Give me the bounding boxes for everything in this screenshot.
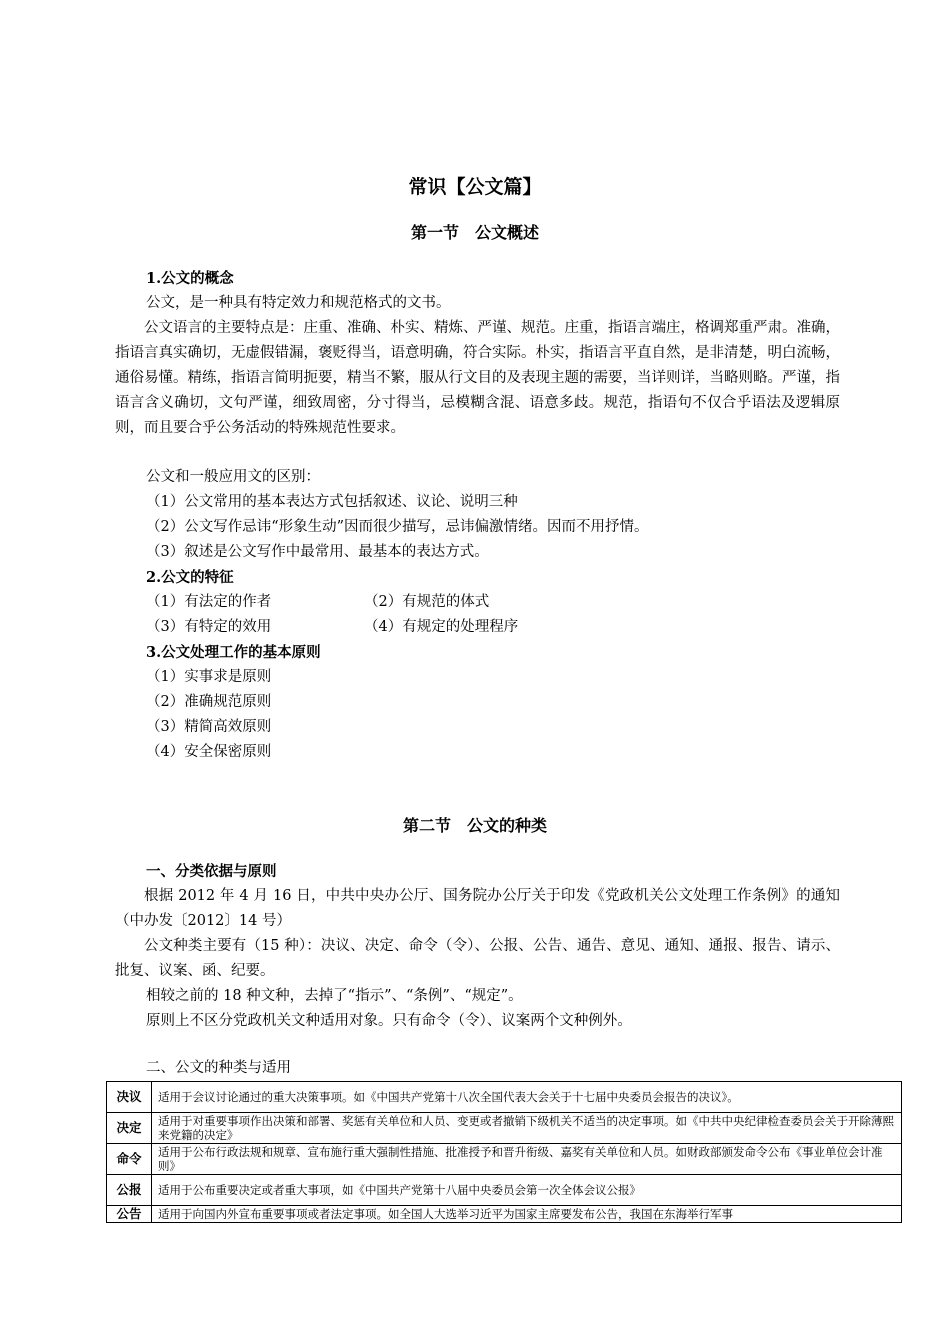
table-row (107, 1144, 902, 1175)
classification-heading: 一、分类依据与原则 (146, 863, 277, 880)
kinds-list-paragraph: 公文种类主要有（15 种）：决议、决定、命令（令）、公报、公告、通告、意见、通知、通报、报告、请示、批复、议案、函、纪要。 (115, 938, 840, 979)
trait-item: （3）有特定的效用 (146, 619, 272, 635)
principle-item: （1）实事求是原则 (146, 669, 272, 685)
document-title: 常识【公文篇】 (408, 176, 542, 198)
kind-name-cell: 决定 (107, 1113, 152, 1144)
table-row (107, 1175, 902, 1206)
table-row (107, 1206, 902, 1223)
difference-item: （1）公文常用的基本表达方式包括叙述、议论、说明三种 (146, 494, 518, 510)
section2-title: 第二节 公文的种类 (402, 816, 547, 835)
traits-heading: 2.公文的特征 (146, 569, 234, 586)
kind-desc-cell: 适用于公布重要决定或者重大事项，如《中国共产党第十八届中央委员会第一次全体会议公报》 (152, 1175, 902, 1206)
trait-item: （1）有法定的作者 (146, 594, 272, 610)
exceptions-note: 原则上不区分党政机关文种适用对象。只有命令（令）、议案两个文种例外。 (146, 1013, 632, 1029)
kind-name-cell: 公报 (107, 1175, 152, 1206)
difference-item: （2）公文写作忌讳“形象生动”因而很少描写，忌讳偏激情绪。因而不用抒情。 (146, 519, 649, 535)
kind-desc-cell: 适用于对重要事项作出决策和部署、奖惩有关单位和人员、变更或者撤销下级机关不适当的决定事项。如《中共中央纪律检查委员会关于开除薄熙来党籍的决定》 (152, 1113, 902, 1144)
concept-definition: 公文，是一种具有特定效力和规范格式的文书。 (146, 295, 451, 311)
principles-heading: 3.公文处理工作的基本原则 (146, 644, 321, 661)
removed-kinds-note: 相较之前的 18 种文种，去掉了“指示”、“条例”、“规定”。 (146, 988, 523, 1004)
language-features-paragraph: 公文语言的主要特点是：庄重、准确、朴实、精炼、严谨、规范。庄重，指语言端庄，格调郑重严肃。准确，指语言真实确切，无虚假错漏，褒贬得当，语意明确，符合实际。朴实，指语言平直自然，是非清楚，明白流畅，通俗易懂。精练，指语言简明扼要，精当不繁，服从行文目的及表现主题的需要，当详则详，当略则略。严谨，指语言含义确切，文句严谨，细致周密，分寸得当，忌模糊含混、语意多歧。规范，指语句不仅合乎语法及逻辑原则，而且要合乎公务活动的特殊规范性要求。 (115, 320, 840, 436)
kind-name-cell: 公告 (107, 1206, 152, 1223)
kind-name-cell: 决议 (107, 1082, 152, 1113)
section1-title: 第一节 公文概述 (410, 223, 539, 242)
principle-item: （2）准确规范原则 (146, 694, 272, 710)
difference-intro: 公文和一般应用文的区别： (146, 469, 320, 485)
document-kinds-table (106, 1081, 902, 1223)
concept-heading: 1.公文的概念 (146, 270, 234, 287)
table-row (107, 1082, 902, 1113)
kind-desc-cell: 适用于会议讨论通过的重大决策事项。如《中国共产党第十八次全国代表大会关于十七届中央委员会报告的决议》。 (152, 1082, 902, 1113)
principle-item: （4）安全保密原则 (146, 744, 272, 760)
principle-item: （3）精简高效原则 (146, 719, 272, 735)
kind-desc-cell: 适用于向国内外宣布重要事项或者法定事项。如全国人大选举习近平为国家主席要发布公告，我国在东海举行军事 (152, 1206, 902, 1223)
table-row (107, 1113, 902, 1144)
kind-desc-cell: 适用于公布行政法规和规章、宣布施行重大强制性措施、批准授予和晋升衔级、嘉奖有关单位和人员。如财政部颁发命令公布《事业单位会计准则》 (152, 1144, 902, 1175)
difference-item: （3）叙述是公文写作中最常用、最基本的表达方式。 (146, 544, 489, 560)
trait-item: （4）有规定的处理程序 (364, 619, 519, 635)
trait-item: （2）有规范的体式 (364, 594, 490, 610)
kinds-table-heading: 二、公文的种类与适用 (146, 1060, 291, 1076)
kind-name-cell: 命令 (107, 1144, 152, 1175)
classification-basis-paragraph: 根据 2012 年 4 月 16 日，中共中央办公厅、国务院办公厅关于印发《党政机关公文处理工作条例》的通知（中办发〔2012〕14 号） (115, 888, 840, 929)
